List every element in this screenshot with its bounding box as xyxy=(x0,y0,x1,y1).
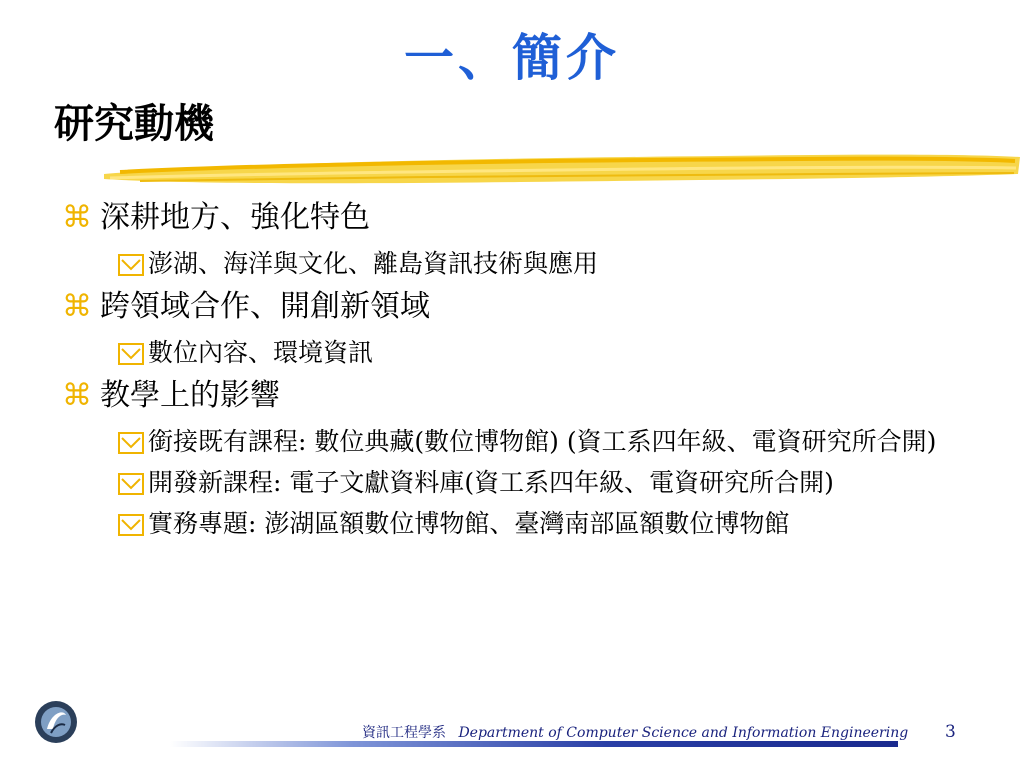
page-number: 3 xyxy=(945,722,956,742)
command-key-icon: ⌘ xyxy=(62,378,92,413)
sub-bullet-text: 澎湖、海洋與文化、離島資訊技術與應用 xyxy=(148,249,599,278)
sub-bullet-item xyxy=(62,506,962,541)
footer-divider xyxy=(170,741,898,747)
bullet-text: 深耕地方、強化特色 xyxy=(100,200,370,235)
bullet-item xyxy=(62,376,962,416)
command-key-icon: ⌘ xyxy=(62,289,92,324)
bullet-list xyxy=(62,192,962,547)
checkbox-icon xyxy=(118,432,144,454)
checkbox-icon xyxy=(118,473,144,495)
sub-bullet-text: 開發新課程: 電子文獻資料庫(資工系四年級、電資研究所合開) xyxy=(148,468,834,497)
bullet-text: 跨領域合作、開創新領域 xyxy=(100,289,430,324)
sub-bullet-text: 銜接既有課程: 數位典藏(數位博物館) (資工系四年級、電資研究所合開) xyxy=(148,427,937,456)
bullet-item xyxy=(62,287,962,327)
checkbox-icon xyxy=(118,254,144,276)
npu-logo xyxy=(33,699,79,745)
footer-department-en: Department of Computer Science and Information Engineering xyxy=(458,725,909,741)
brush-stroke-divider xyxy=(100,148,1024,190)
sub-bullet-item xyxy=(62,246,962,281)
checkbox-icon xyxy=(118,343,144,365)
sub-bullet-item xyxy=(62,424,962,459)
slide-title: 一、簡介 xyxy=(404,28,620,87)
footer-department-zh: 資訊工程學系 xyxy=(362,725,446,741)
sub-bullet-text: 數位內容、環境資訊 xyxy=(148,338,374,367)
sub-bullet-item xyxy=(62,465,962,500)
command-key-icon: ⌘ xyxy=(62,200,92,235)
sub-bullet-text: 實務專題: 澎湖區額數位博物館、臺灣南部區額數位博物館 xyxy=(148,509,790,538)
footer-department xyxy=(362,722,908,742)
slide-subtitle: 研究動機 xyxy=(54,100,214,147)
bullet-text: 教學上的影響 xyxy=(100,378,280,413)
checkbox-icon xyxy=(118,514,144,536)
sub-bullet-item xyxy=(62,335,962,370)
bullet-item xyxy=(62,198,962,238)
